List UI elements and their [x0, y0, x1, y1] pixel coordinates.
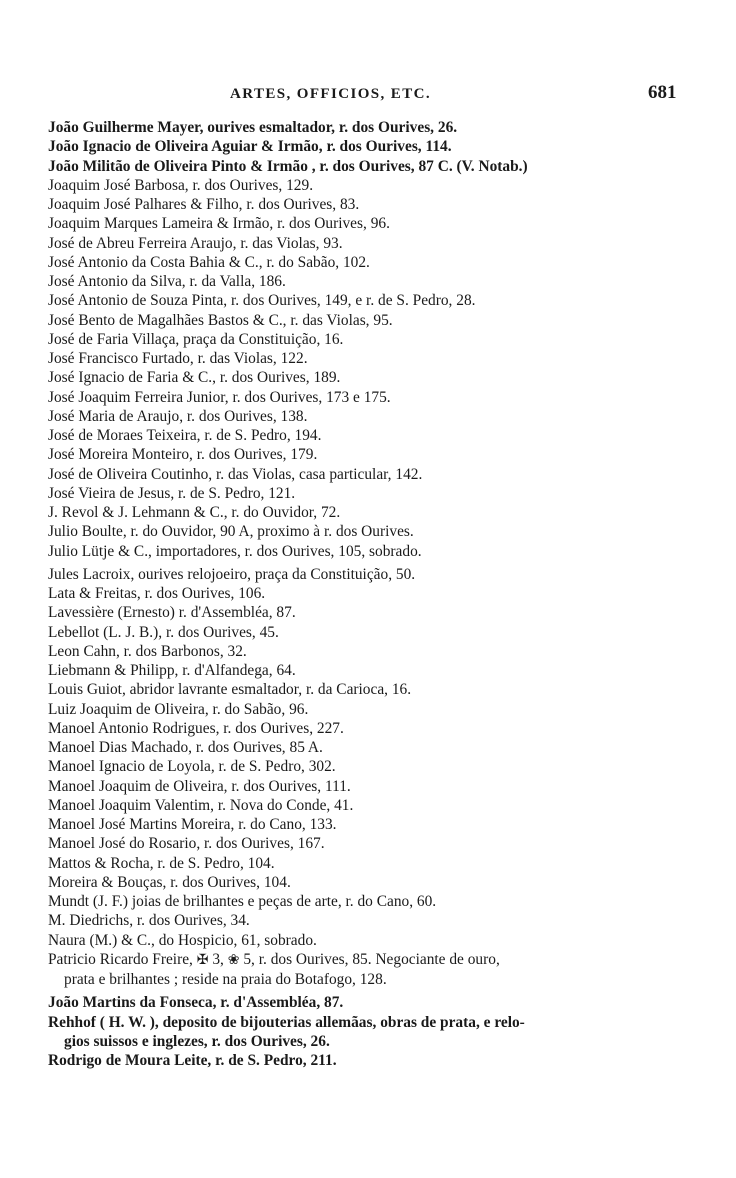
entry: José Antonio da Silva, r. da Valla, 186.: [48, 273, 286, 290]
entry: João Martins da Fonseca, r. d'Assembléa, 87.: [48, 994, 344, 1012]
entry-patricio: [48, 950, 694, 990]
entry: Leon Cahn, r. dos Barbonos, 32.: [48, 642, 247, 660]
entry: J. Revol & J. Lehmann & C., r. do Ouvidor, 72.: [48, 504, 341, 521]
entry: José Moreira Monteiro, r. dos Ourives, 179.: [48, 446, 318, 464]
entry: Naura (M.) & C., do Hospicio, 61, sobrado.: [48, 931, 317, 949]
entry: José Maria de Araujo, r. dos Ourives, 138.: [48, 407, 308, 425]
entry: Joaquim José Palhares & Filho, r. dos Ourives, 83.: [48, 196, 360, 213]
page-number: 681: [648, 82, 677, 103]
entry: João Guilherme Mayer, ourives esmaltador, r. dos Ourives, 26.: [48, 119, 458, 136]
entry: Mattos & Rocha, r. de S. Pedro, 104.: [48, 854, 275, 872]
entry: Louis Guiot, abridor lavrante esmaltador, r. da Carioca, 16.: [48, 681, 412, 699]
entry: Liebmann & Philipp, r. d'Alfandega, 64.: [48, 662, 296, 679]
entry: José Bento de Magalhães Bastos & C., r. das Violas, 95.: [48, 311, 393, 329]
entry-continuation: prata e brilhantes ; reside na praia do Botafogo, 128.: [64, 971, 387, 988]
running-head: ARTES, OFFICIOS, ETC.: [230, 86, 431, 102]
entry: Manoel José do Rosario, r. dos Ourives, 167.: [48, 835, 325, 853]
entry: José de Abreu Ferreira Araujo, r. das Violas, 93.: [48, 234, 343, 252]
entry: José de Oliveira Coutinho, r. das Violas, casa particular, 142.: [48, 465, 423, 483]
entry: Jules Lacroix, ourives relojoeiro, praça da Constituição, 50.: [48, 565, 416, 583]
cross-ornament-icon: ✠: [196, 952, 209, 968]
entry: José de Moraes Teixeira, r. de S. Pedro, 194.: [48, 427, 322, 444]
entry-text: 3,: [212, 950, 224, 968]
entry: Mundt (J. F.) joias de brilhantes e peças de arte, r. do Cano, 60.: [48, 893, 437, 910]
entry: Manoel José Martins Moreira, r. do Cano, 133.: [48, 816, 337, 833]
entry: Lata & Freitas, r. dos Ourives, 106.: [48, 585, 266, 602]
entry: Julio Lütje & C., importadores, r. dos Ourives, 105, sobrado.: [48, 542, 422, 560]
entry: Manoel Ignacio de Loyola, r. de S. Pedro, 302.: [48, 758, 336, 776]
entry: M. Diedrichs, r. dos Ourives, 34.: [48, 912, 250, 930]
entry: Manoel Joaquim de Oliveira, r. dos Ourives, 111.: [48, 777, 351, 795]
entry: José Antonio da Costa Bahia & C., r. do Sabão, 102.: [48, 253, 370, 271]
entry: José de Faria Villaça, praça da Constituição, 16.: [48, 330, 344, 348]
entry: Joaquim José Barbosa, r. dos Ourives, 129.: [48, 176, 314, 194]
entry: Moreira & Bouças, r. dos Ourives, 104.: [48, 873, 291, 891]
entry: Luiz Joaquim de Oliveira, r. do Sabão, 96.: [48, 700, 309, 718]
entry-text: Patricio Ricardo Freire,: [48, 950, 193, 968]
entry: Manoel Joaquim Valentim, r. Nova do Conde, 41.: [48, 796, 354, 814]
entry: José Joaquim Ferreira Junior, r. dos Ourives, 173 e 175.: [48, 388, 391, 406]
entry: João Ignacio de Oliveira Aguiar & Irmão, r. dos Ourives, 114.: [48, 138, 452, 156]
entry: Manoel Dias Machado, r. dos Ourives, 85 A.: [48, 739, 323, 756]
entry: Rodrigo de Moura Leite, r. de S. Pedro, 211.: [48, 1052, 337, 1069]
entry: Joaquim Marques Lameira & Irmão, r. dos Ourives, 96.: [48, 215, 390, 233]
entry-list: [48, 118, 694, 1070]
entry: José Francisco Furtado, r. das Violas, 122.: [48, 350, 308, 367]
entry: Lebellot (L. J. B.), r. dos Ourives, 45.: [48, 623, 279, 641]
entry: José Antonio de Souza Pinta, r. dos Ourives, 149, e r. de S. Pedro, 28.: [48, 292, 476, 310]
entry-text: 5, r. dos Ourives, 85. Negociante de ouro,: [243, 950, 500, 968]
entry-continuation: gios suissos e inglezes, r. dos Ourives, 26.: [64, 1032, 330, 1050]
entry: Lavessière (Ernesto) r. d'Assembléa, 87.: [48, 604, 296, 622]
entry-rehhof: [48, 1013, 694, 1052]
entry: João Militão de Oliveira Pinto & Irmão , r. dos Ourives, 87 C. (V. Notab.): [48, 157, 528, 175]
entry: Julio Boulte, r. do Ouvidor, 90 A, proximo à r. dos Ourives.: [48, 523, 414, 541]
entry: José Vieira de Jesus, r. de S. Pedro, 121.: [48, 484, 296, 502]
flower-ornament-icon: ❀: [227, 952, 240, 968]
entry-text: Rehhof ( H. W. ), deposito de bijouterias allemãas, obras de prata, e relo-: [48, 1013, 525, 1031]
entry: Manoel Antonio Rodrigues, r. dos Ourives, 227.: [48, 719, 344, 737]
entry: José Ignacio de Faria & C., r. dos Ourives, 189.: [48, 369, 341, 387]
